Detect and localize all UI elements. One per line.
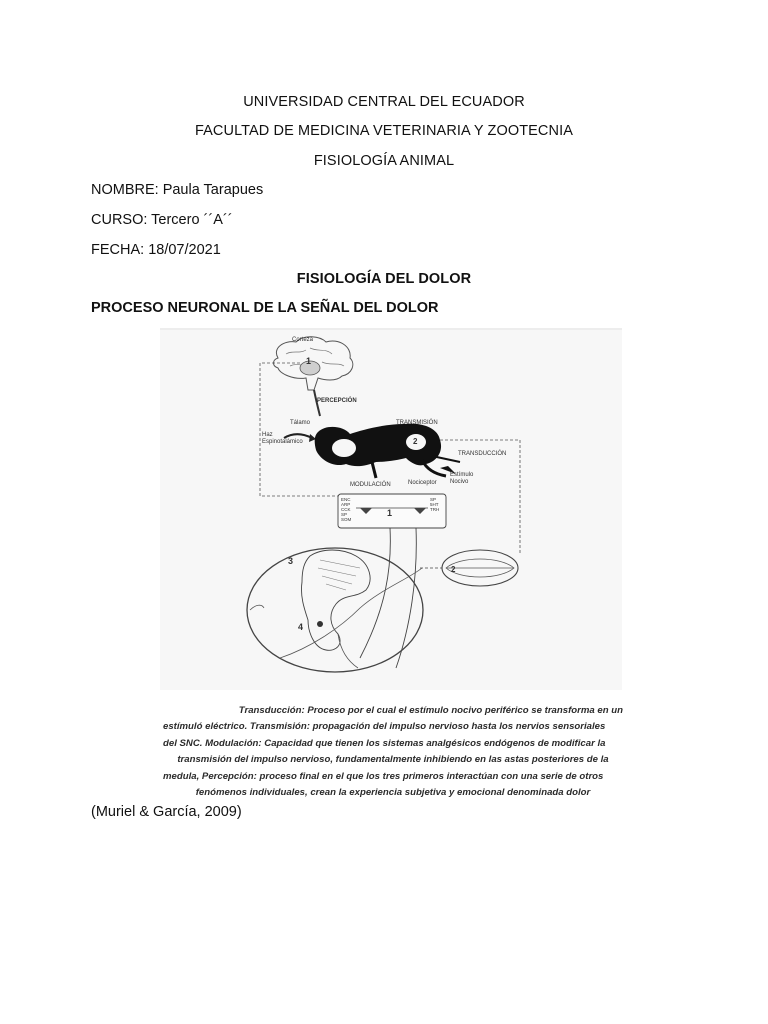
label-nocivo: Nocivo (450, 479, 469, 485)
faculty-name: FACULTAD DE MEDICINA VETERINARIA Y ZOOTECNIA (195, 123, 573, 139)
label-talamo: Tálamo (290, 420, 311, 426)
box-left-2: ARP (341, 502, 351, 507)
label-num2-nerve: 2 (451, 565, 456, 574)
figure-caption (163, 703, 623, 801)
box-left-5: SOM (341, 517, 352, 522)
label-num2-cord: 2 (413, 437, 418, 446)
caption-line-1: Transducción: Proceso por el cual el estímulo nocivo periférico se transforma en un (238, 705, 623, 716)
document-title: FISIOLOGÍA DEL DOLOR (296, 271, 472, 287)
caption-line-6: fenómenos individuales, crean la experiencia subjetiva y emocional denominada dolor (195, 787, 591, 799)
caption-line-4: transmisión del impulso nervioso, fundamentalmente inhibiendo en las astas posteriores de la (177, 754, 609, 766)
label-num1-top: 1 (306, 356, 312, 366)
box-left-4: SP (341, 512, 348, 517)
box-left-3: CCK (341, 507, 351, 512)
label-espinotalamico: Espinotalámico (262, 439, 303, 445)
university-name: UNIVERSIDAD CENTRAL DEL ECUADOR (243, 94, 525, 110)
pain-pathway-figure (160, 328, 622, 690)
box-left-1: ENC (341, 497, 351, 502)
label-num4: 4 (298, 622, 304, 632)
label-estimulo: Estímulo (450, 472, 474, 478)
label-num1-box: 1 (387, 508, 393, 518)
pain-pathway-diagram (160, 328, 622, 690)
subject-name: FISIOLOGÍA ANIMAL (313, 153, 455, 169)
label-transduccion: TRANSDUCCIÓN (458, 451, 507, 457)
student-course: CURSO: Tercero ´´A´´ (91, 212, 233, 228)
document-date: FECHA: 18/07/2021 (91, 242, 221, 258)
label-corteza: Corteza (292, 337, 314, 343)
label-percepcion: PERCEPCIÓN (317, 398, 357, 404)
box-right-1: SP (430, 497, 437, 502)
student-name: NOMBRE: Paula Tarapues (91, 182, 264, 198)
section-heading: PROCESO NEURONAL DE LA SEÑAL DEL DOLOR (91, 300, 439, 316)
interneuron-dot (317, 621, 323, 627)
label-haz: Haz (262, 432, 273, 438)
box-right-3: TRH (430, 507, 440, 512)
caption-line-5: medula, Percepción: proceso final en el que los tres primeros interactúan con una serie de otros (163, 770, 604, 782)
caption-line-2: estímuló eléctrico. Transmisión: propagación del impulso nervioso hasta los nervios sensoriales (163, 721, 606, 733)
box-right-2: 5HT (430, 502, 439, 507)
label-modulacion: MODULACIÓN (350, 482, 391, 488)
label-num3: 3 (288, 556, 294, 566)
caption-line-3: del SNC. Modulación: Capacidad que tienen los sistemas analgésicos endógenos de modificar la (163, 737, 606, 749)
label-transmision: TRANSMISIÓN (396, 420, 438, 426)
label-nociceptor: Nociceptor (408, 480, 437, 486)
citation: (Muriel & García, 2009) (91, 804, 242, 820)
